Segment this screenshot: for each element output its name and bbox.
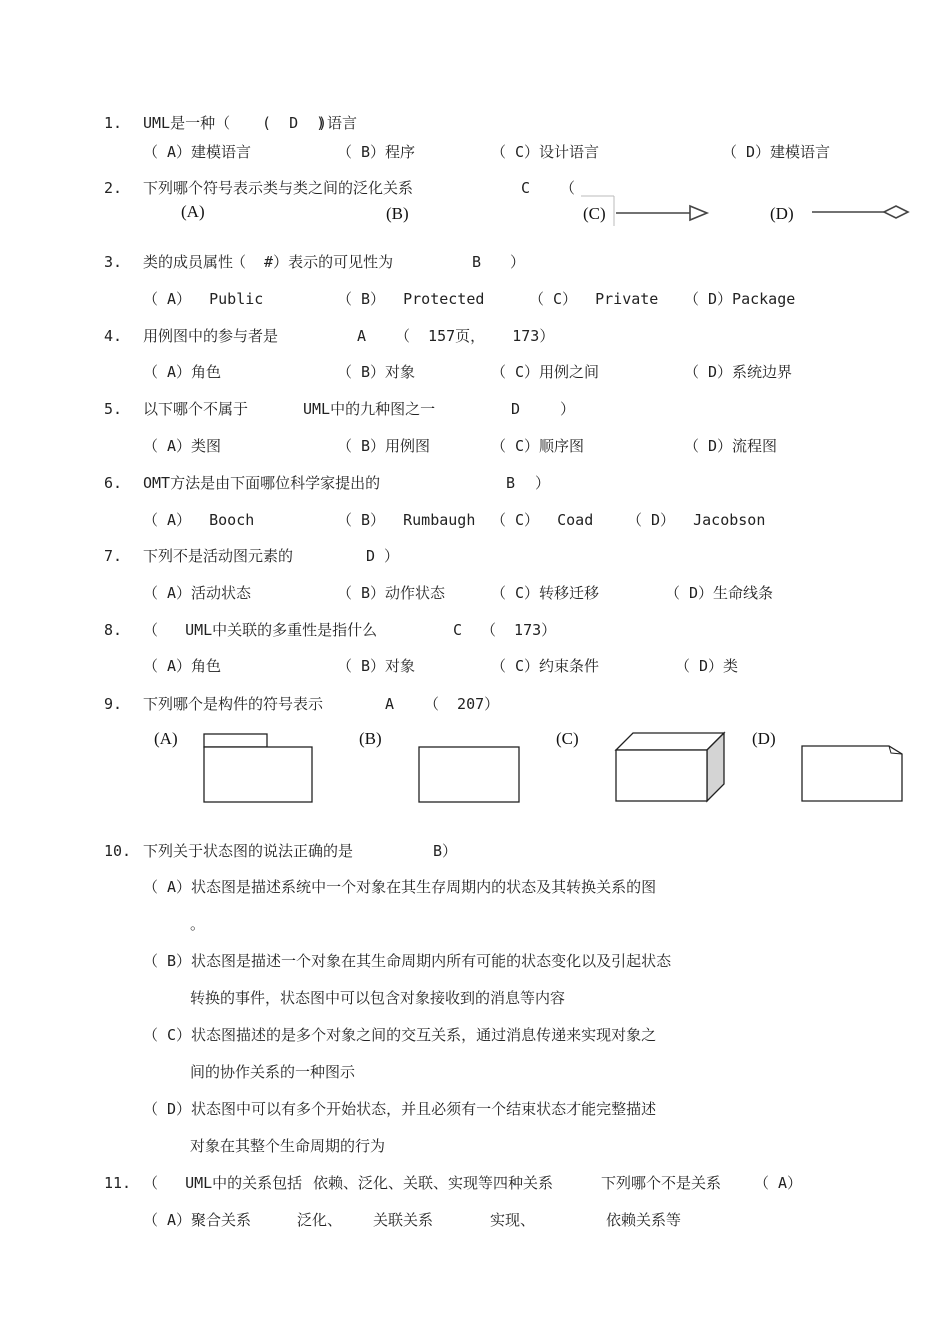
q4-option-d: （ D）系统边界 xyxy=(684,363,793,381)
q5-option-d: （ D）流程图 xyxy=(684,437,778,455)
q5-close: ） xyxy=(560,400,576,418)
q9-label-a: (A) xyxy=(154,729,178,748)
q5-mid: UML中的九种图之一 xyxy=(303,400,436,418)
q6-option-c: （ C） Coad xyxy=(491,511,594,529)
q4-reference: （ 157页， 173） xyxy=(395,327,555,345)
q1-option-c: （ C）设计语言 xyxy=(491,143,600,161)
q2-stem: 下列哪个符号表示类与类之间的泛化关系 xyxy=(143,179,414,197)
q8-option-d: （ D）类 xyxy=(675,657,739,675)
q4-number: 4. xyxy=(104,327,123,345)
q2-paren: （ xyxy=(560,179,576,197)
q3-option-d: （ D）Package xyxy=(684,290,796,308)
q4-answer: A xyxy=(357,327,367,345)
q3-mid: （ #）表示的可见性为 xyxy=(231,253,394,271)
q9-reference: （ 207） xyxy=(424,695,500,713)
q3-stem: 类的成员属性 xyxy=(143,253,234,271)
q9-label-c: (C) xyxy=(556,729,579,748)
q9-note-symbol xyxy=(801,745,905,805)
q9-package-symbol xyxy=(203,733,315,805)
q9-node-cube-symbol xyxy=(615,732,727,804)
q5-option-c: （ C）顺序图 xyxy=(491,437,585,455)
q7-option-d: （ D）生命线条 xyxy=(665,584,774,602)
q8-number: 8. xyxy=(104,621,123,639)
q1-answer: ( D ) xyxy=(262,114,326,132)
q5-option-b: （ B）用例图 xyxy=(337,437,431,455)
q4-option-a: （ A）角色 xyxy=(143,363,222,381)
q1-option-a: （ A）建模语言 xyxy=(143,143,252,161)
q3-answer: B xyxy=(472,253,482,271)
q3-option-a: （ A） Public xyxy=(143,290,264,308)
q7-option-a: （ A）活动状态 xyxy=(143,584,252,602)
q10-option-c-line1: （ C）状态图描述的是多个对象之间的交互关系，通过消息传递来实现对象之 xyxy=(143,1026,657,1044)
q9-answer: A xyxy=(385,695,395,713)
q11-tail: 下列哪个不是关系 xyxy=(601,1174,722,1192)
q5-number: 5. xyxy=(104,400,123,418)
q7-option-b: （ B）动作状态 xyxy=(337,584,446,602)
q2-label-a: (A) xyxy=(181,202,205,221)
q1-number: 1. xyxy=(104,114,123,132)
q4-option-c: （ C）用例之间 xyxy=(491,363,600,381)
q10-option-a-line1: （ A）状态图是描述系统中一个对象在其生存周期内的状态及其转换关系的图 xyxy=(143,878,657,896)
q1-option-d: （ D）建模语言 xyxy=(722,143,831,161)
q7-stem: 下列不是活动图元素的 xyxy=(143,547,294,565)
q8-option-b: （ B）对象 xyxy=(337,657,416,675)
q1-stem: UML是一种（ xyxy=(143,114,231,132)
q7-close: ） xyxy=(384,547,400,565)
q11-option-a: （ A）聚合关系 xyxy=(143,1211,252,1229)
q1-tail: )语言 xyxy=(318,114,358,132)
q10-option-c-line2: 间的协作关系的一种图示 xyxy=(190,1063,356,1081)
q6-number: 6. xyxy=(104,474,123,492)
q6-answer: B xyxy=(506,474,516,492)
q9-stem: 下列哪个是构件的符号表示 xyxy=(143,695,324,713)
q11-answer: （ A） xyxy=(754,1174,803,1192)
q11-stem: （ UML中的关系包括 xyxy=(143,1174,303,1192)
q1-option-b: （ B）程序 xyxy=(337,143,416,161)
q11-number: 11. xyxy=(104,1174,132,1192)
q6-option-d: （ D） Jacobson xyxy=(627,511,766,529)
q5-answer: D xyxy=(511,400,521,418)
q8-answer: C xyxy=(453,621,463,639)
q7-answer: D xyxy=(366,547,376,565)
q10-option-d-line1: （ D）状态图中可以有多个开始状态，并且必须有一个结束状态才能完整描述 xyxy=(143,1100,657,1118)
q2-label-b: (B) xyxy=(386,204,409,223)
q2-label-d: (D) xyxy=(770,204,794,223)
q6-option-a: （ A） Booch xyxy=(143,511,255,529)
q6-option-b: （ B） Rumbaugh xyxy=(337,511,476,529)
q11-option-e: 依赖关系等 xyxy=(606,1211,682,1229)
q3-option-c: （ C） Private xyxy=(529,290,659,308)
q3-number: 3. xyxy=(104,253,123,271)
q3-option-b: （ B） Protected xyxy=(337,290,485,308)
q11-option-d: 实现、 xyxy=(490,1211,536,1229)
q4-option-b: （ B）对象 xyxy=(337,363,416,381)
q5-stem: 以下哪个不属于 xyxy=(143,400,249,418)
q5-option-a: （ A）类图 xyxy=(143,437,222,455)
q11-option-c: 关联关系 xyxy=(373,1211,434,1229)
q6-close: ） xyxy=(535,474,551,492)
q9-class-rectangle-symbol xyxy=(418,746,522,804)
q10-option-a-line2: 。 xyxy=(190,915,206,933)
q10-stem: 下列关于状态图的说法正确的是 xyxy=(143,842,354,860)
q8-reference: （ 173） xyxy=(481,621,557,639)
q10-option-b-line2: 转换的事件，状态图中可以包含对象接收到的消息等内容 xyxy=(190,989,566,1007)
q6-stem: OMT方法是由下面哪位科学家提出的 xyxy=(143,474,381,492)
q10-number: 10. xyxy=(104,842,132,860)
q8-stem: （ UML中关联的多重性是指什么 xyxy=(143,621,378,639)
q10-option-b-line1: （ B）状态图是描述一个对象在其生命周期内所有可能的状态变化以及引起状态 xyxy=(143,952,672,970)
q9-number: 9. xyxy=(104,695,123,713)
q10-answer: B） xyxy=(433,842,458,860)
q11-mid: 依赖、泛化、关联、实现等四种关系 xyxy=(313,1174,554,1192)
q2-label-c: (C) xyxy=(583,204,606,223)
q8-option-c: （ C）约束条件 xyxy=(491,657,600,675)
q7-number: 7. xyxy=(104,547,123,565)
q3-close: ） xyxy=(510,253,526,271)
q8-option-a: （ A）角色 xyxy=(143,657,222,675)
q2-aggregation-diamond-symbol xyxy=(810,202,910,222)
q7-option-c: （ C）转移迁移 xyxy=(491,584,600,602)
q2-number: 2. xyxy=(104,179,123,197)
q4-stem: 用例图中的参与者是 xyxy=(143,327,279,345)
q9-label-d: (D) xyxy=(752,729,776,748)
q10-option-d-line2: 对象在其整个生命周期的行为 xyxy=(190,1137,386,1155)
q2-generalization-arrow-symbol xyxy=(580,194,710,228)
q11-option-b: 泛化、 xyxy=(297,1211,343,1229)
q2-answer: C xyxy=(521,179,531,197)
q9-label-b: (B) xyxy=(359,729,382,748)
